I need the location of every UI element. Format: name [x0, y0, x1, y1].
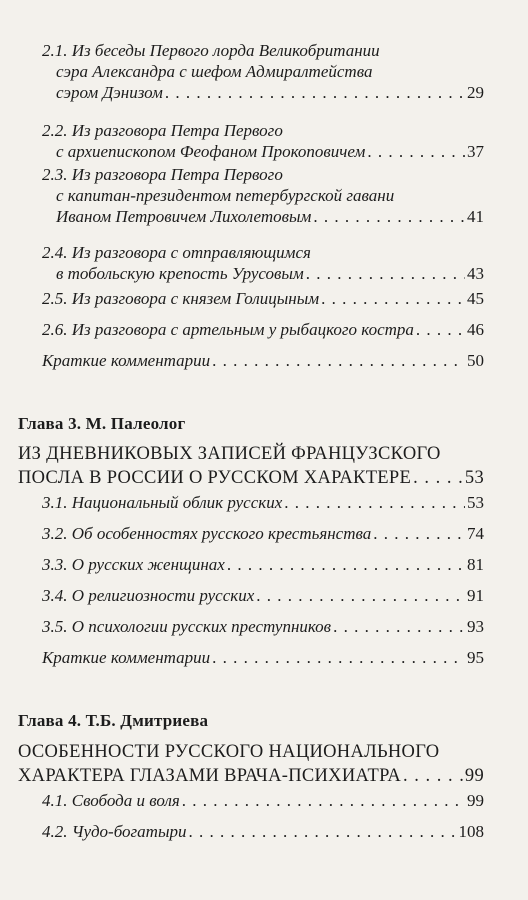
entry-text: 2.5. Из разговора с князем Голицыным: [42, 289, 320, 308]
dot-leader: [182, 790, 465, 811]
dot-leader: [165, 82, 465, 103]
toc-entry-3-2: [42, 523, 484, 544]
entry-text: 2.3. Из разговора Петра Первого: [42, 165, 283, 184]
toc-entry-3-3: [42, 554, 484, 575]
toc-entry-2-6: [42, 319, 484, 340]
dot-leader: [227, 554, 465, 575]
toc-entry-2-3: [42, 164, 484, 227]
entry-text: сэра Александра с шефом Адмиралтейства: [56, 62, 373, 81]
chapter-title-line: ИЗ ДНЕВНИКОВЫХ ЗАПИСЕЙ ФРАНЦУЗСКОГО: [18, 444, 441, 464]
page-number: 91: [467, 586, 484, 605]
chapter-title-3: [18, 442, 484, 490]
page-number: 43: [467, 264, 484, 283]
entry-text: 4.1. Свобода и воля: [42, 791, 180, 810]
toc-entry-2-5: [42, 288, 484, 309]
chapter-title-4: [18, 740, 484, 788]
toc-entry-2-2: [42, 120, 484, 162]
entry-text: 3.1. Национальный облик русских: [42, 493, 283, 512]
page-number: 99: [467, 791, 484, 810]
chapter-title-line: ХАРАКТЕРА ГЛАЗАМИ ВРАЧА-ПСИХИАТРА: [18, 766, 402, 786]
dot-leader: [284, 492, 465, 513]
toc-entry-4-1: [42, 790, 484, 811]
entry-text: 2.6. Из разговора с артельным у рыбацкого костра: [42, 320, 414, 339]
entry-text: Краткие комментарии: [42, 351, 211, 370]
dot-leader: [413, 466, 463, 490]
dot-leader: [212, 647, 465, 668]
dot-leader: [321, 288, 465, 309]
dot-leader: [403, 764, 463, 788]
entry-text: с капитан-президентом петербургской гавани: [56, 186, 395, 205]
page-number: 99: [464, 766, 484, 786]
entry-text: с архиепископом Феофаном Прокоповичем: [56, 142, 366, 161]
entry-text: 2.4. Из разговора с отправляющимся: [42, 243, 311, 262]
toc-entry-4-2: [42, 821, 484, 842]
toc-entry-3-1: [42, 492, 484, 513]
entry-text: 3.4. О религиозности русских: [42, 586, 255, 605]
dot-leader: [313, 206, 465, 227]
page-number: 50: [467, 351, 484, 370]
toc-entry-2-1: [42, 40, 484, 103]
dot-leader: [256, 585, 465, 606]
page-number: 29: [467, 83, 484, 102]
toc-entry-3-comments: [42, 647, 484, 668]
toc-entry-2-4: [42, 242, 484, 284]
entry-text: 3.5. О психологии русских преступников: [42, 617, 332, 636]
dot-leader: [416, 319, 465, 340]
page-number: 53: [467, 493, 484, 512]
entry-text: в тобольскую крепость Урусовым: [56, 264, 304, 283]
dot-leader: [367, 141, 465, 162]
chapter-title-line: ПОСЛА В РОССИИ О РУССКОМ ХАРАКТЕРЕ: [18, 468, 412, 488]
page-number: 81: [467, 555, 484, 574]
dot-leader: [188, 821, 456, 842]
page-number: 95: [467, 648, 484, 667]
entry-text: сэром Дэнизом: [56, 83, 163, 102]
toc-entry-3-5: [42, 616, 484, 637]
page-number: 53: [464, 468, 484, 488]
dot-leader: [333, 616, 465, 637]
dot-leader: [212, 350, 465, 371]
entry-text: 2.1. Из беседы Первого лорда Великобритании: [42, 41, 380, 60]
toc-entry-2-comments: [42, 350, 484, 371]
dot-leader: [306, 263, 465, 284]
entry-text: 3.2. Об особенностях русского крестьянства: [42, 524, 372, 543]
chapter-title-line: ОСОБЕННОСТИ РУССКОГО НАЦИОНАЛЬНОГО: [18, 742, 440, 762]
page-number: 108: [458, 822, 484, 841]
page-number: 45: [467, 289, 484, 308]
chapter-heading-3: Глава 3. М. Палеолог: [18, 414, 186, 433]
entry-text: Иваном Петровичем Лихолетовым: [56, 207, 312, 226]
chapter-heading-4: Глава 4. Т.Б. Дмитриева: [18, 711, 209, 730]
page-number: 93: [467, 617, 484, 636]
entry-text: Краткие комментарии: [42, 648, 211, 667]
page-number: 46: [467, 320, 484, 339]
entry-text: 2.2. Из разговора Петра Первого: [42, 121, 283, 140]
dot-leader: [373, 523, 465, 544]
page-number: 74: [467, 524, 484, 543]
page-number: 41: [467, 207, 484, 226]
toc-entry-3-4: [42, 585, 484, 606]
entry-text: 3.3. О русских женщинах: [42, 555, 225, 574]
entry-text: 4.2. Чудо-богатыри: [42, 822, 187, 841]
page-number: 37: [467, 142, 484, 161]
